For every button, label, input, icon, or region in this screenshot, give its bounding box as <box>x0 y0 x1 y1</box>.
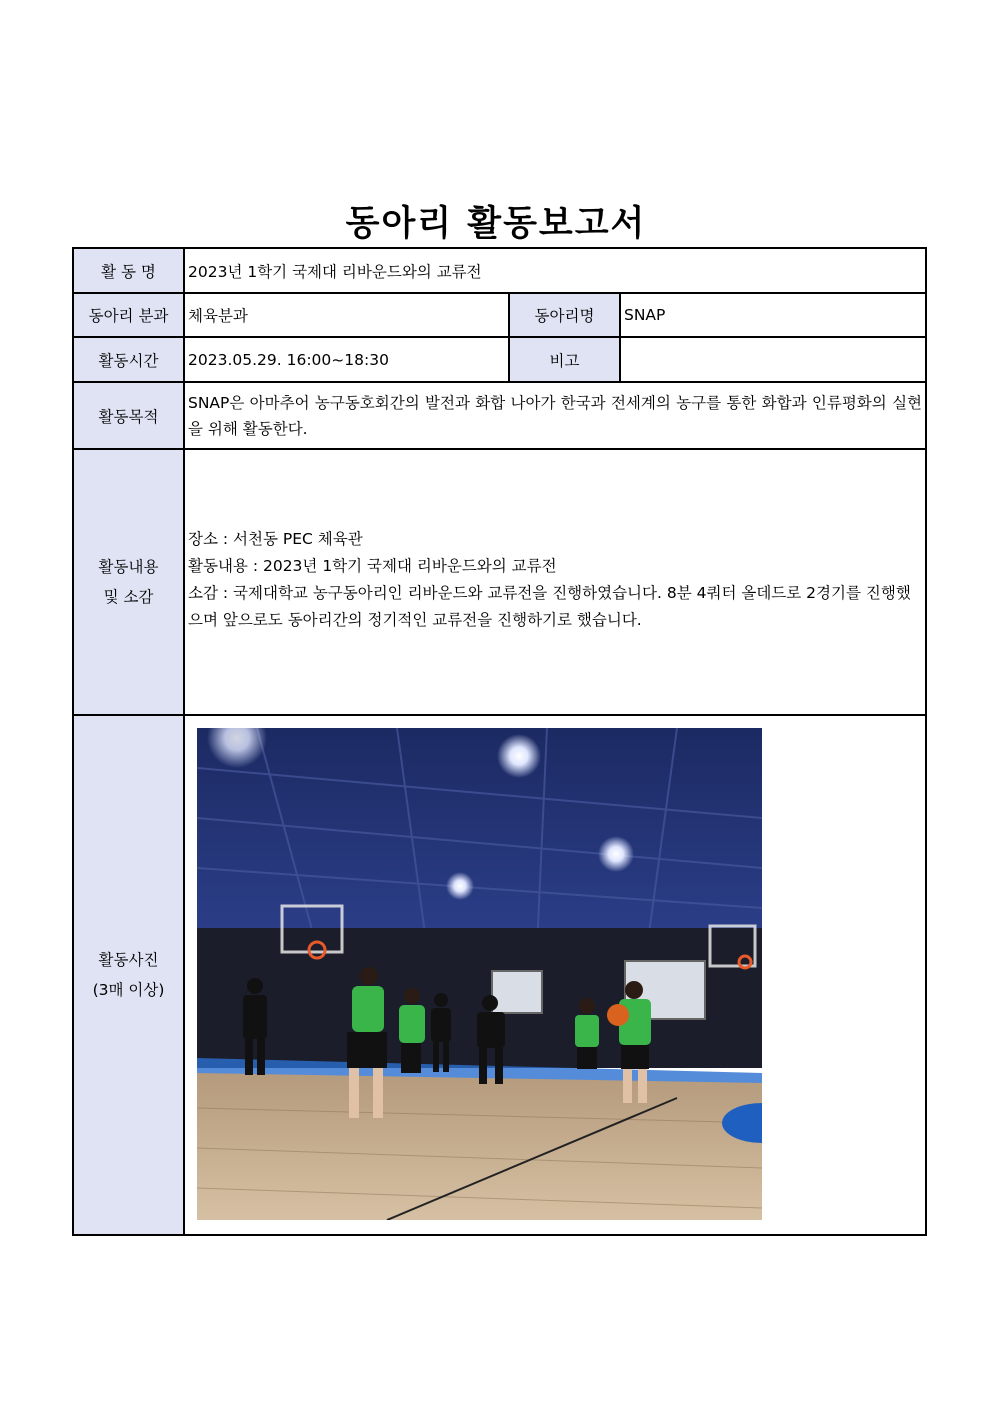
remarks-label: 비고 <box>509 337 620 382</box>
content-place: 장소 : 서천동 PEC 체육관 <box>188 530 363 548</box>
content-impression: 소감 : 국제대학교 농구동아리인 리바운드와 교류전을 진행하였습니다. 8분 4쿼터 올데드로 2경기를 진행했으며 앞으로도 동아리간의 정기적인 교류전을 진행하기로 했습니다. <box>188 584 911 629</box>
row-content <box>73 449 926 715</box>
report-table <box>72 247 927 1236</box>
purpose-value: SNAP은 아마추어 농구동호회간의 발전과 화합 나아가 한국과 전세계의 농구를 통한 화합과 인류평화의 실현을 위해 활동한다. <box>184 382 926 449</box>
row-photos <box>73 715 926 1235</box>
club-name-label: 동아리명 <box>509 293 620 337</box>
content-value <box>184 449 926 715</box>
content-label-line1: 활동내용 <box>98 558 159 576</box>
club-division-label: 동아리 분과 <box>73 293 184 337</box>
activity-name-value: 2023년 1학기 국제대 리바운드와의 교류전 <box>184 248 926 293</box>
photos-value <box>184 715 926 1235</box>
purpose-label: 활동목적 <box>73 382 184 449</box>
photos-label-line1: 활동사진 <box>98 951 159 969</box>
content-label-line2: 및 소감 <box>103 588 154 606</box>
club-division-value: 체육분과 <box>184 293 509 337</box>
activity-time-label: 활동시간 <box>73 337 184 382</box>
photos-label <box>73 715 184 1235</box>
photos-label-line2: (3매 이상) <box>92 981 165 999</box>
document-title: 동아리 활동보고서 <box>345 204 647 244</box>
content-label <box>73 449 184 715</box>
content-detail: 활동내용 : 2023년 1학기 국제대 리바운드와의 교류전 <box>188 557 557 575</box>
row-club-info <box>73 293 926 337</box>
row-activity-name <box>73 248 926 293</box>
report-form <box>72 247 925 1236</box>
basketball-game-photo <box>197 728 762 1220</box>
row-purpose <box>73 382 926 449</box>
row-activity-time <box>73 337 926 382</box>
remarks-value <box>620 337 926 382</box>
activity-name-label: 활 동 명 <box>73 248 184 293</box>
club-name-value: SNAP <box>620 293 926 337</box>
activity-time-value: 2023.05.29. 16:00~18:30 <box>184 337 509 382</box>
